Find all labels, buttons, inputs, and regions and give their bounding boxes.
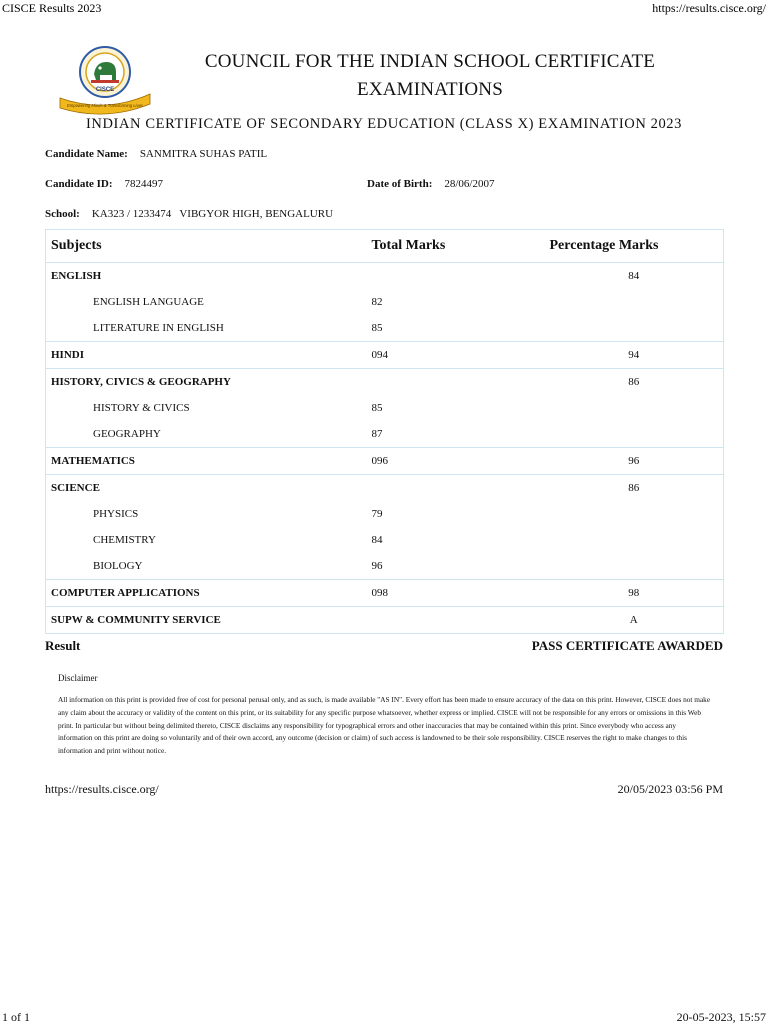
percentage-marks: [545, 527, 724, 553]
percentage-marks: 86: [545, 369, 724, 396]
result-value: PASS CERTIFICATE AWARDED: [531, 638, 723, 653]
candidate-id-row: [45, 178, 163, 190]
print-timestamp: 20-05-2023, 15:57: [676, 1010, 766, 1024]
subject-name: ENGLISH LANGUAGE: [93, 296, 204, 308]
subject-row: [46, 607, 724, 634]
disclaimer-title: Disclaimer: [58, 673, 98, 683]
total-marks: 82: [371, 296, 383, 308]
percentage-marks: 98: [545, 580, 724, 607]
logo-text: CISCE: [95, 87, 115, 93]
subject-name: SCIENCE: [46, 475, 367, 502]
percentage-marks: [545, 395, 724, 421]
candidate-name: SANMITRA SUHAS PATIL: [139, 148, 268, 160]
marks-table: [45, 229, 724, 634]
dob-label: Date of Birth:: [367, 178, 433, 190]
school-row: [45, 208, 333, 220]
subject-row: [46, 263, 724, 290]
total-marks: [367, 263, 545, 290]
percentage-marks: [545, 315, 724, 342]
council-title: COUNCIL FOR THE INDIAN SCHOOL CERTIFICATE EXAMINATIONS: [204, 51, 656, 100]
school-value: KA323 / 1233474 VIBGYOR HIGH, BENGALURU: [91, 208, 334, 220]
percentage-marks: [545, 501, 724, 527]
total-marks: 84: [371, 534, 383, 546]
percentage-marks: 96: [545, 448, 724, 475]
subject-row: [46, 448, 724, 475]
subject-name: LITERATURE IN ENGLISH: [93, 322, 224, 334]
print-header-url: https://results.cisce.org/: [652, 1, 766, 15]
footer-url: https://results.cisce.org/: [45, 782, 159, 796]
total-marks: 85: [371, 322, 383, 334]
subsubject-row: [46, 553, 724, 580]
subject-name: BIOLOGY: [93, 560, 143, 572]
marks-header-row: [46, 230, 724, 263]
total-marks: 79: [371, 508, 383, 520]
subsubject-row: [46, 421, 724, 448]
footer-datetime: 20/05/2023 03:56 PM: [617, 782, 723, 796]
subject-name: CHEMISTRY: [93, 534, 156, 546]
header-subjects: Subjects: [46, 230, 367, 263]
subject-name: HISTORY & CIVICS: [93, 402, 190, 414]
subject-row: [46, 369, 724, 396]
candidate-name-label: Candidate Name:: [45, 148, 128, 160]
logo-banner-text: Empowering Minds & Transforming Lives: [66, 103, 144, 108]
subject-name: GEOGRAPHY: [93, 428, 161, 440]
subsubject-row: [46, 395, 724, 421]
school-label: School:: [45, 208, 80, 220]
exam-title: INDIAN CERTIFICATE OF SECONDARY EDUCATION (CLASS X) EXAMINATION 2023: [85, 116, 683, 132]
subsubject-row: [46, 315, 724, 342]
percentage-marks: [545, 553, 724, 580]
subject-name: PHYSICS: [93, 508, 139, 520]
dob-row: [367, 178, 495, 190]
total-marks: [367, 369, 545, 396]
total-marks: 87: [371, 428, 383, 440]
total-marks: 96: [371, 560, 383, 572]
subject-name: HINDI: [46, 342, 367, 369]
total-marks: [367, 607, 545, 634]
total-marks: 85: [371, 402, 383, 414]
result-label: Result: [45, 638, 81, 653]
candidate-id-label: Candidate ID:: [45, 178, 113, 190]
dob-value: 28/06/2007: [444, 178, 495, 190]
percentage-marks: [545, 289, 724, 315]
header-total-marks: Total Marks: [367, 230, 545, 263]
total-marks: 094: [367, 342, 545, 369]
total-marks: [367, 475, 545, 502]
total-marks: 096: [367, 448, 545, 475]
subject-name: ENGLISH: [51, 270, 102, 282]
print-header-title: CISCE Results 2023: [2, 1, 102, 15]
subject-row: [46, 342, 724, 369]
percentage-marks: 94: [545, 342, 724, 369]
percentage-marks: [545, 421, 724, 448]
subject-row: [46, 580, 724, 607]
subsubject-row: [46, 501, 724, 527]
subject-name: MATHEMATICS: [46, 448, 367, 475]
percentage-marks: 86: [545, 475, 724, 502]
cisce-logo: [56, 44, 154, 116]
header-percentage-marks: Percentage Marks: [545, 230, 724, 263]
subsubject-row: [46, 289, 724, 315]
disclaimer-body: All information on this print is provided free of cost for personal perusal only, and as such, is made available "AS IN". Every effort has been made to ensure accuracy of the data on this print. However, CISCE does not make any claim about the accuracy or validity of the content on this print, or its suitability for any specific purpose whatsoever, whether express or implied. CISCE will not be responsible for any errors or omissions in this Web print. In particular but without being delimited thereto, CISCE disclaims any responsibility for typographical errors and other inaccuracies that may be contained within this print. Since everybody who access any information on this print are doing so voluntarily and of their own accord, any outcome (decision or claim) of such access is landowned to be their sole responsibility. CISCE reserves the right to make changes to this information and print without notice.: [58, 695, 711, 756]
candidate-name-row: [45, 148, 267, 160]
percentage-marks: 84: [628, 270, 640, 282]
percentage-marks: A: [545, 607, 724, 634]
subject-name: COMPUTER APPLICATIONS: [46, 580, 367, 607]
subject-row: [46, 475, 724, 502]
subject-name: HISTORY, CIVICS & GEOGRAPHY: [46, 369, 367, 396]
subject-name: SUPW & COMMUNITY SERVICE: [46, 607, 367, 634]
page-number: 1 of 1: [2, 1010, 30, 1024]
total-marks: 098: [367, 580, 545, 607]
candidate-id: 7824497: [124, 178, 164, 190]
subsubject-row: [46, 527, 724, 553]
